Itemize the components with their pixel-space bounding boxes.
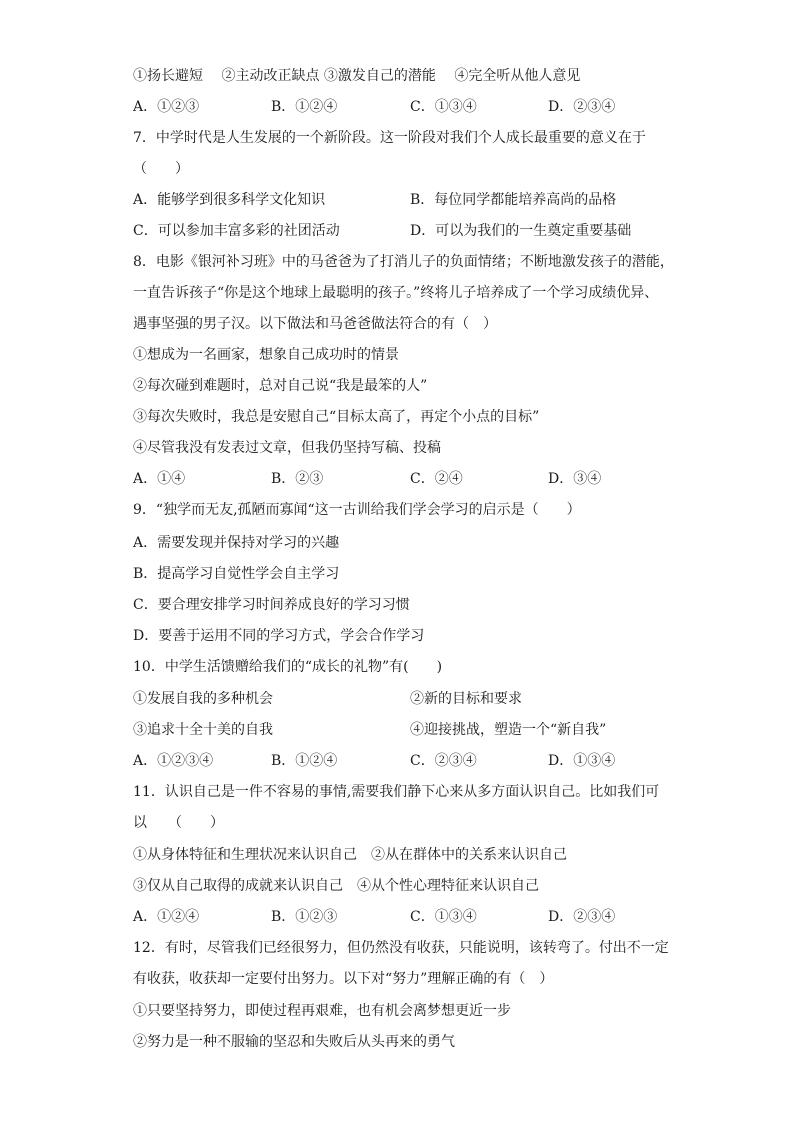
- q7-option-b: B．每位同学都能培养高尚的品格: [410, 192, 617, 208]
- q8-option-a: A．①④: [133, 471, 186, 487]
- q11-stem-line2: 以 （ ）: [133, 815, 224, 831]
- q8-stem-line3: 遇事坚强的男子汉。以下做法和马爸爸做法符合的有（ ）: [133, 316, 497, 332]
- q12-statement-2: ②努力是一种不服输的坚忍和失败后从头再来的勇气: [133, 1034, 455, 1050]
- q8-option-d: D．③④: [548, 471, 602, 487]
- q7-option-c: C．可以参加丰富多彩的社团活动: [133, 223, 340, 239]
- q6-option-d: D．②③④: [548, 99, 616, 115]
- q11-option-a: A．①②④: [133, 909, 200, 925]
- q8-option-b: B．②③: [271, 471, 324, 487]
- q10-option-d: D．①③④: [548, 753, 616, 769]
- q11-statements-line1: ①从身体特征和生理状况来认识自己 ②从在群体中的关系来认识自己: [133, 847, 567, 863]
- q12-stem-line2: 有收获，收获却一定要付出努力。以下对“努力”理解正确的有（ ）: [133, 971, 554, 987]
- q8-option-c: C．②④: [410, 471, 463, 487]
- q11-statements-line2: ③仅从自己取得的成就来认识自己 ④从个性心理特征来认识自己: [133, 878, 539, 894]
- q12-stem-line1: 12．有时，尽管我们已经很努力，但仍然没有收获，只能说明，该转弯了。付出不一定: [133, 940, 669, 956]
- q9-option-c: C．要合理安排学习时间养成良好的学习习惯: [133, 597, 410, 613]
- q8-statement-4: ④尽管我没有发表过文章，但我仍坚持写稿、投稿: [133, 440, 441, 456]
- q6-option-b: B．①②④: [271, 99, 338, 115]
- q8-statement-3: ③每次失败时，我总是安慰自己“目标太高了，再定个小点的目标”: [133, 409, 540, 425]
- q11-option-b: B．①②③: [271, 909, 338, 925]
- q12-statement-1: ①只要坚持努力，即使过程再艰难，也有机会离梦想更近一步: [133, 1003, 511, 1019]
- q8-stem-line1: 8．电影《银河补习班》中的马爸爸为了打消儿子的负面情绪；不断地激发孩子的潜能，: [133, 254, 674, 270]
- q10-option-b: B．①②④: [271, 753, 338, 769]
- q11-stem-line1: 11．认识自己是一件不容易的事情,需要我们静下心来从多方面认识自己。比如我们可: [133, 784, 660, 800]
- q10-stem: 10．中学生活馈赠给我们的“成长的礼物”有( ): [133, 659, 443, 675]
- q11-option-d: D．②③④: [548, 909, 616, 925]
- q9-option-b: B．提高学习自觉性学会自主学习: [133, 566, 340, 582]
- q10-option-c: C．②③④: [410, 753, 477, 769]
- q7-option-d: D．可以为我们的一生奠定重要基础: [410, 223, 632, 239]
- q10-statement-2: ②新的目标和要求: [410, 691, 522, 707]
- q11-option-c: C．①③④: [410, 909, 477, 925]
- q6-statements: ①扬长避短 ②主动改正缺点 ③激发自己的潜能 ④完全听从他人意见: [133, 68, 581, 84]
- q7-option-a: A．能够学到很多科学文化知识: [133, 192, 326, 208]
- q10-option-a: A．①②③④: [133, 753, 214, 769]
- q6-option-a: A．①②③: [133, 99, 200, 115]
- q8-statement-1: ①想成为一名画家，想象自己成功时的情景: [133, 347, 399, 363]
- q7-stem-line2: （ ）: [133, 161, 189, 177]
- q9-option-d: D．要善于运用不同的学习方式，学会合作学习: [133, 628, 425, 644]
- q9-stem: 9．“独学而无友,孤陋而寡闻“这一古训给我们学会学习的启示是（ ）: [133, 502, 581, 518]
- q8-statement-2: ②每次碰到难题时，总对自己说“我是最笨的人”: [133, 378, 428, 394]
- q8-stem-line2: 一直告诉孩子“你是这个地球上最聪明的孩子。”终将儿子培养成了一个学习成绩优异、: [133, 285, 659, 301]
- q9-option-a: A．需要发现并保持对学习的兴趣: [133, 535, 340, 551]
- q10-statement-3: ③追求十全十美的自我: [133, 722, 273, 738]
- q10-statement-4: ④迎接挑战，塑造一个“新自我”: [410, 722, 607, 738]
- q7-stem-line1: 7．中学时代是人生发展的一个新阶段。这一阶段对我们个人成长最重要的意义在于: [133, 130, 646, 146]
- q10-statement-1: ①发展自我的多种机会: [133, 691, 273, 707]
- q6-option-c: C．①③④: [410, 99, 477, 115]
